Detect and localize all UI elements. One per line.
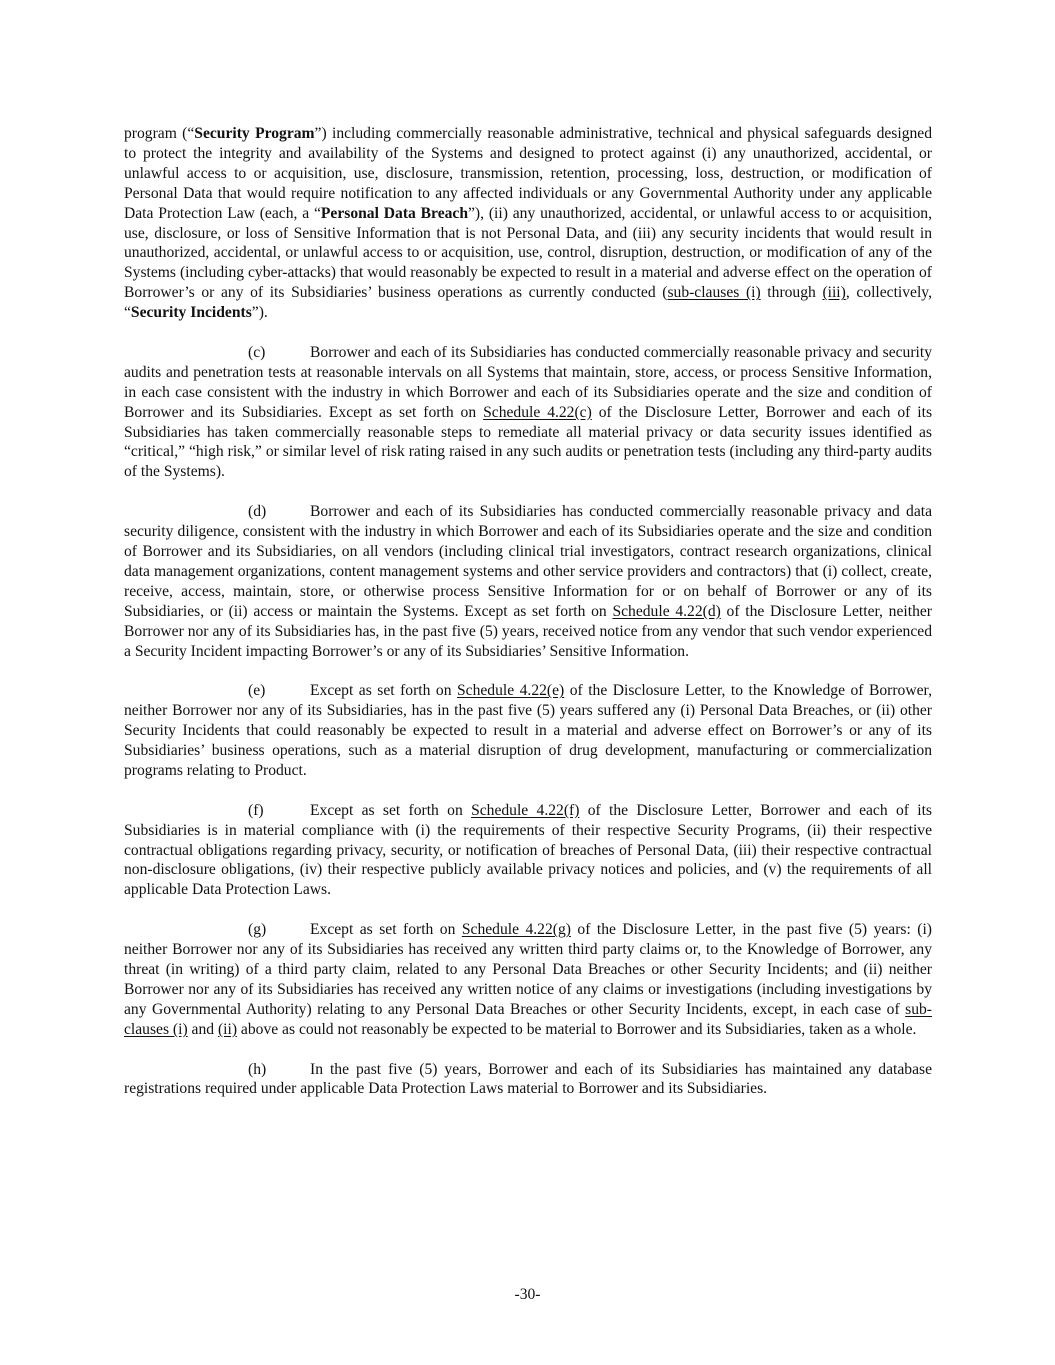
paragraph-h: (h) In the past five (5) years, Borrower and each of its Subsidiaries has maintained any database registrations required under applicable Data Protection Laws material to Borrower and its Subsidiaries. <box>124 1060 932 1098</box>
schedule-reference-c: Schedule 4.22(c) <box>483 403 592 421</box>
paragraph-d: (d) Borrower and each of its Subsidiaries has conducted commercially reasonable privacy and data security diligence, consistent with the industry in which Borrower and each of its Subsidiaries operate and the size and condition of Borrower and its Subsidiaries, on all vendors (including clinical trial investigators, contract research organizations, clinical data management organizations, content management systems and other service providers and contractors) that (i) collect, create, receive, access, maintain, store, or otherwise process Sensitive Information for or on behalf of Borrower or any of its Subsidiaries, or (ii) access or maintain the Systems. Except as set forth on Schedule 4.22(d) of the Disclosure Letter, neither Borrower nor any of its Subsidiaries has, in the past five (5) years, received notice from any vendor that such vendor experienced a Security Incident impacting Borrower’s or any of its Subsidiaries’ Sensitive Information. <box>124 503 932 660</box>
cross-reference-sub-clauses-i: sub-clauses (i) <box>124 1000 932 1038</box>
schedule-reference-e: Schedule 4.22(e) <box>456 682 565 700</box>
paragraph-security-program: program (“Security Program”) including commercially reasonable administrative, technical and physical safeguards designed to protect the integrity and availability of the Systems and designed to protect against (i) any unauthorized, accidental, or unlawful access to or acquisition, use, disclosure, transmission, retention, processing, loss, destruction, or modification of Personal Data that would require notification to any affected individuals or any Governmental Authority under any applicable Data Protection Law (each, a “Personal Data Breach”), (ii) any unauthorized, accidental, or unlawful access to or acquisition, use, disclosure, or loss of Sensitive Information that is not Personal Data, and (iii) any security incidents that would result in unauthorized, accidental, or unlawful access to or acquisition, use, control, disruption, destruction, or modification of any of the Systems (including cyber-attacks) that would reasonably be expected to result in a material and adverse effect on the operation of Borrower’s or any of its Subsidiaries’ business operations as currently conducted (sub-clauses (i) through (iii), collectively, “Security Incidents”). <box>124 125 933 322</box>
cross-reference-ii: (ii) <box>217 1020 238 1038</box>
clause-label-c: (c) <box>248 343 266 361</box>
paragraph-c: (c) Borrower and each of its Subsidiaries has conducted commercially reasonable privacy and security audits and penetration tests at reasonable intervals on all Systems that maintain, store, access, or process Sensitive Information, in each case consistent with the industry in which Borrower and each of its Subsidiaries operate and the size and condition of Borrower and its Subsidiaries. Except as set forth on Schedule 4.22(c) of the Disclosure Letter, Borrower and each of its Subsidiaries has taken commercially reasonable steps to remediate all material privacy or data security issues identified as “critical,” “high risk,” or similar level of risk rating raised in any such audits or penetration tests (including any third-party audits of the Systems). <box>124 343 933 481</box>
paragraph-f: (f) Except as set forth on Schedule 4.22(f) of the Disclosure Letter, Borrower and each of its Subsidiaries is in material compliance with (i) the requirements of their respective Security Programs, (ii) their respective contractual obligations regarding privacy, security, or notification of breaches of Personal Data, (iii) their respective contractual non-disclosure obligations, (iv) their respective publicly available privacy notices and policies, and (v) the requirements of all applicable Data Protection Laws. <box>124 801 932 899</box>
document-page <box>124 124 932 1099</box>
clause-label-h: (h) <box>248 1060 267 1078</box>
paragraph-g: (g) Except as set forth on Schedule 4.22(g) of the Disclosure Letter, in the past five (5) years: (i) neither Borrower nor any of its Subsidiaries has received any written third party claims or, to the Knowledge of Borrower, any threat (in writing) of a third party claim, related to any Personal Data Breaches or other Security Incidents; and (ii) neither Borrower nor any of its Subsidiaries has received any written notice of any claims or investigations (including investigations by any Governmental Authority) relating to any Personal Data Breaches or other Security Incidents, except, in each case of sub-clauses (i) and (ii) above as could not reasonably be expected to be material to Borrower and its Subsidiaries, taken as a whole. <box>124 921 932 1038</box>
clause-label-d: (d) <box>248 503 267 521</box>
clause-label-f: (f) <box>248 801 264 819</box>
defined-term-personal-data-breach: Personal Data Breach <box>320 204 469 222</box>
defined-term-security-incidents: Security Incidents <box>130 304 252 322</box>
paragraph-e: (e) Except as set forth on Schedule 4.22(e) of the Disclosure Letter, to the Knowledge of Borrower, neither Borrower nor any of its Subsidiaries, has in the past five (5) years suffered any (i) Personal Data Breaches, or (ii) other Security Incidents that could reasonably be expected to result in a material and adverse effect on Borrower’s or any of its Subsidiaries’ business operations, such as a material disruption of drug development, manufacturing or commercialization programs relating to Product. <box>124 682 932 779</box>
schedule-reference-f: Schedule 4.22(f) <box>471 801 580 819</box>
schedule-reference-g: Schedule 4.22(g) <box>461 921 571 939</box>
schedule-reference-d: Schedule 4.22(d) <box>612 602 721 620</box>
clause-label-e: (e) <box>248 682 266 700</box>
cross-reference-iii: (iii) <box>822 284 846 302</box>
page-number: -30- <box>514 1286 541 1303</box>
clause-label-g: (g) <box>248 921 267 939</box>
defined-term-security-program: Security Program <box>194 125 315 142</box>
cross-reference-sub-clauses-i: sub-clauses (i) <box>667 284 761 302</box>
